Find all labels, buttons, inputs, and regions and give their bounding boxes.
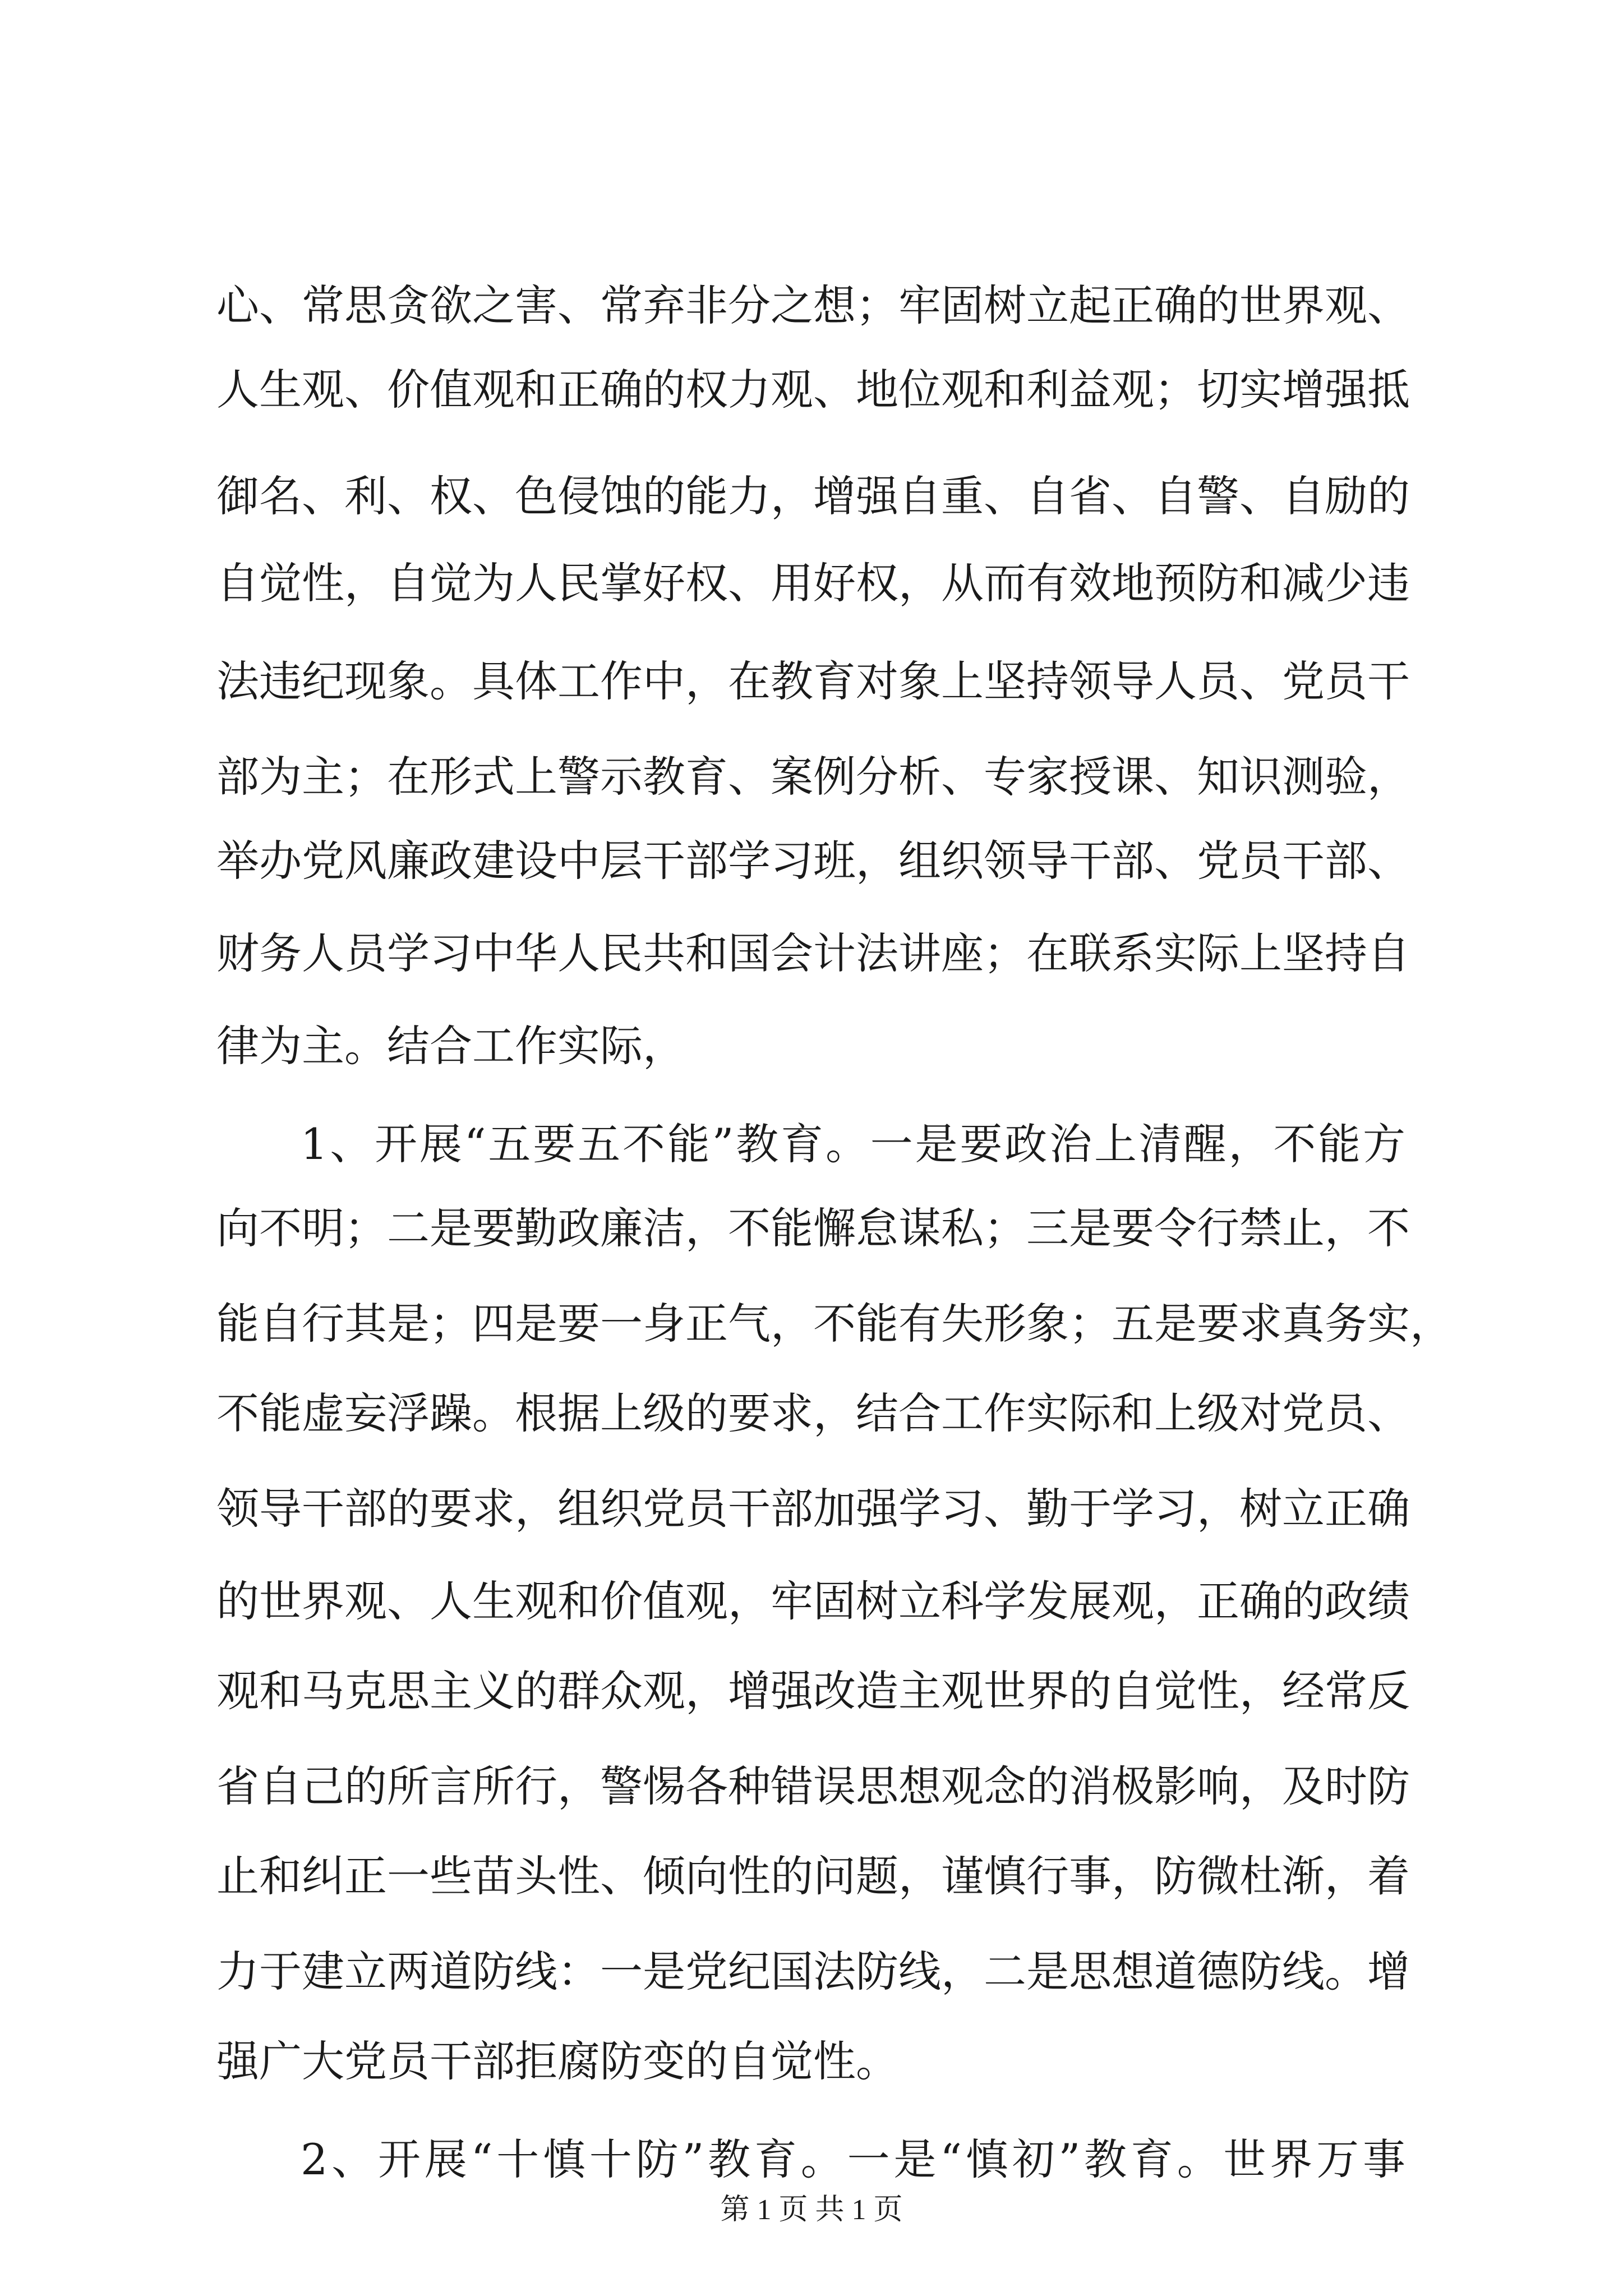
text-line-12: 能自行其是；四是要一身正气，不能有失形象；五是要求真务实， <box>216 1299 1453 1349</box>
page-footer: 第 1 页 共 1 页 <box>720 2194 903 2226</box>
text-line-20: 强广大党员干部拒腐防变的自觉性。 <box>216 2036 898 2086</box>
text-line-10: 1、开展“五要五不能”教育。一是要政治上清醒，不能方 <box>301 1119 1405 1169</box>
text-line-18: 止和纠正一些苗头性、倾向性的问题，谨慎行事，防微杜渐，着 <box>216 1851 1410 1901</box>
text-line-8: 财务人员学习中华人民共和国会计法讲座；在联系实际上坚持自 <box>216 928 1410 978</box>
text-line-1: 心、常思贪欲之害、常弃非分之想；牢固树立起正确的世界观、 <box>216 280 1410 330</box>
text-line-11: 向不明；二是要勤政廉洁，不能懈怠谋私；三是要令行禁止，不 <box>216 1203 1410 1253</box>
text-line-13: 不能虚妄浮躁。根据上级的要求，结合工作实际和上级对党员、 <box>216 1388 1410 1438</box>
text-line-7: 举办党风廉政建设中层干部学习班，组织领导干部、党员干部、 <box>216 836 1410 886</box>
text-line-2: 人生观、价值观和正确的权力观、地位观和利益观；切实增强抵 <box>216 365 1410 415</box>
text-line-19: 力于建立两道防线：一是党纪国法防线，二是思想道德防线。增 <box>216 1947 1410 1996</box>
text-line-4: 自觉性，自觉为人民掌好权、用好权，从而有效地预防和减少违 <box>216 558 1410 608</box>
text-line-5: 法违纪现象。具体工作中，在教育对象上坚持领导人员、党员干 <box>216 656 1410 706</box>
text-line-3: 御名、利、权、色侵蚀的能力，增强自重、自省、自警、自励的 <box>216 471 1410 521</box>
text-line-16: 观和马克思主义的群众观，增强改造主观世界的自觉性，经常反 <box>216 1666 1410 1716</box>
text-line-6: 部为主；在形式上警示教育、案例分析、专家授课、知识测验， <box>216 752 1410 802</box>
text-line-17: 省自己的所言所行，警惕各种错误思想观念的消极影响，及时防 <box>216 1761 1410 1811</box>
text-line-9: 律为主。结合工作实际， <box>216 1021 685 1071</box>
text-line-14: 领导干部的要求，组织党员干部加强学习、勤于学习，树立正确 <box>216 1484 1410 1534</box>
text-line-21: 2、开展“十慎十防”教育。一是“慎初”教育。世界万事 <box>301 2134 1405 2184</box>
text-line-15: 的世界观、人生观和价值观，牢固树立科学发展观，正确的政绩 <box>216 1576 1410 1626</box>
